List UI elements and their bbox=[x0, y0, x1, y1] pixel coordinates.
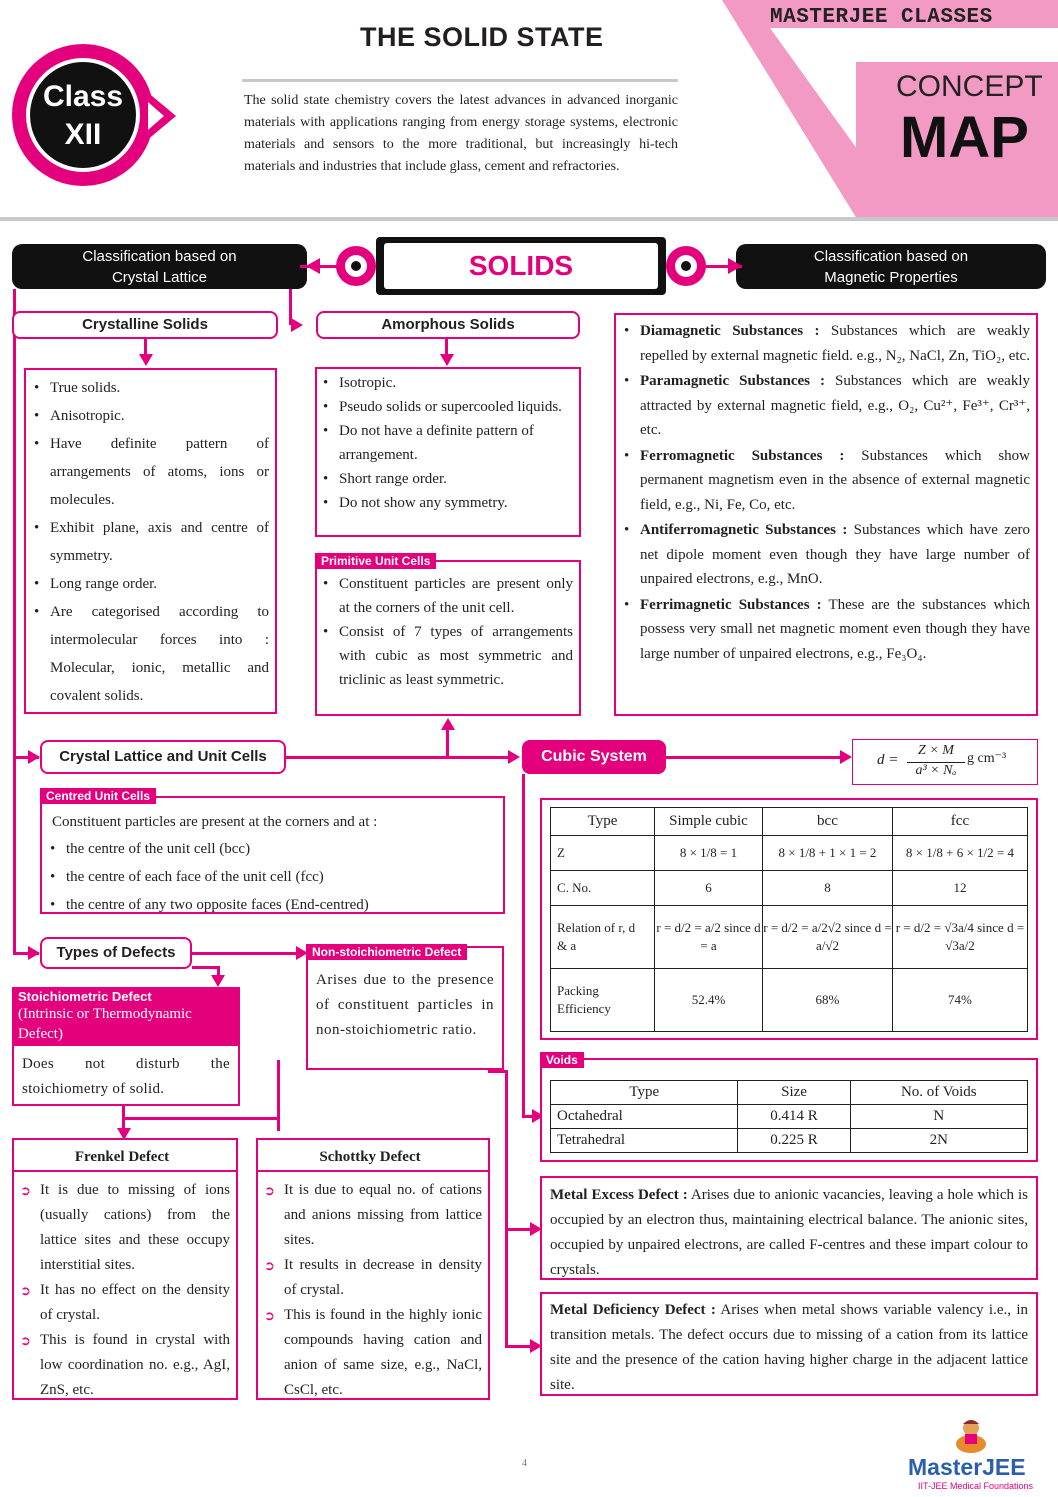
logo-mascot-icon bbox=[954, 1414, 988, 1454]
page-title: THE SOLID STATE bbox=[360, 22, 604, 52]
defects-heading: Types of Defects bbox=[40, 937, 192, 969]
magnetic-item bbox=[618, 319, 1030, 368]
class-badge-inner bbox=[26, 58, 140, 172]
metal-deficiency-body: Arises when metal shows variable valency i.e., in transition metals. The defect occurs due to missing of a cation from its lattice site and the presence of the cation having higher charge in the adjacent lattice site. bbox=[550, 1302, 1028, 1393]
magnetic-text: Substances which are weakly attracted by external magnetic field, e.g., O₂, Cu²⁺, Fe³⁺, Cr³⁺, etc. bbox=[640, 373, 1030, 438]
footer-tagline: IIT-JEE Medical Foundations bbox=[918, 1481, 1034, 1491]
cubic-table-cell: r = d/2 = a/2√2 since d = a/√2 bbox=[763, 906, 893, 969]
formula-numerator: Z × M bbox=[918, 743, 954, 758]
magnetic-classification-bar: Classification based on Magnetic Properties bbox=[736, 244, 1046, 289]
page-number: 4 bbox=[522, 1458, 527, 1469]
magnetic-box bbox=[614, 313, 1038, 716]
nonstoich-box bbox=[306, 946, 504, 1070]
nonstoich-spine bbox=[505, 1070, 508, 1348]
connector-solids-left-arrow bbox=[306, 258, 320, 274]
magnetic-item bbox=[618, 444, 1030, 518]
cubic-table-header: Simple cubic bbox=[654, 808, 762, 836]
crystalline-item: • Exhibit plane, axis and centre of symmetry. bbox=[28, 514, 269, 570]
crystalline-item: • True solids. bbox=[28, 374, 269, 402]
class-label: Class bbox=[42, 80, 124, 113]
lattice-heading: Crystal Lattice and Unit Cells bbox=[40, 740, 286, 774]
centred-item: • the centre of any two opposite faces (End-centred) bbox=[44, 891, 497, 919]
formula-denominator: a³ × Nₐ bbox=[915, 763, 957, 778]
concept-label: CONCEPT bbox=[896, 70, 1043, 103]
stoich-tag: Stoichiometric Defect bbox=[18, 989, 152, 1004]
intro-text: The solid state chemistry covers the latest advances in advanced inorganic materials with applications ranging from energy storage systems, electronic materials and sensors to the more traditional, but increasingly hi-tech materials and industries that include glass, cement and refractories. bbox=[244, 93, 678, 174]
stoich-box bbox=[12, 1046, 240, 1106]
cubic-table-cell: Relation of r, d & a bbox=[551, 906, 655, 969]
cubic-table-cell: 74% bbox=[892, 969, 1027, 1032]
metal-excess-box bbox=[540, 1176, 1038, 1280]
arrow-to-lattice bbox=[28, 750, 40, 764]
cubic-table-cell: 6 bbox=[654, 870, 762, 905]
arrow-to-cubic bbox=[508, 750, 520, 764]
schottky-item: ➲ This is found in the highly ionic compounds having cation and anion of same size, e.g., NaCl, CsCl, etc. bbox=[258, 1303, 482, 1403]
cubic-table-box bbox=[540, 798, 1038, 1040]
arrow-to-stoich bbox=[211, 975, 225, 987]
centred-intro: Constituent particles are present at the corners and at : bbox=[52, 814, 378, 830]
magnetic-term: Ferrimagnetic Substances : bbox=[640, 596, 822, 613]
nonstoich-join bbox=[488, 1070, 508, 1073]
crystalline-list bbox=[28, 374, 269, 710]
centred-item: • the centre of the unit cell (bcc) bbox=[44, 835, 497, 863]
magnetic-item bbox=[618, 369, 1030, 443]
cubic-table-cell: r = d/2 = √3a/4 since d = √3a/2 bbox=[892, 906, 1027, 969]
nonstoich-tag: Non-stoichiometric Defect bbox=[306, 944, 467, 960]
metal-deficiency-text bbox=[550, 1298, 1028, 1398]
footer-logo: MasterJEE bbox=[908, 1454, 1026, 1480]
cubic-table-cell: 8 × 1/8 + 1 × 1 = 2 bbox=[763, 835, 893, 870]
voids-table-header: No. of Voids bbox=[850, 1081, 1027, 1105]
defects-to-stoich-h bbox=[192, 966, 220, 969]
cubic-table-cell: Packing Efficiency bbox=[551, 969, 655, 1032]
schottky-box bbox=[256, 1138, 490, 1400]
metal-excess-text bbox=[550, 1183, 1028, 1283]
voids-table-cell: N bbox=[850, 1105, 1027, 1129]
cubic-heading: Cubic System bbox=[522, 740, 666, 774]
cubic-table bbox=[550, 807, 1028, 1032]
lattice-to-primitive-stem bbox=[446, 728, 449, 758]
cubic-table-header: Type bbox=[551, 808, 655, 836]
voids-table-cell: 0.414 R bbox=[738, 1105, 850, 1129]
table-row bbox=[551, 906, 1028, 969]
voids-tag: Voids bbox=[540, 1052, 584, 1068]
frenkel-item: ➲ It has no effect on the density of crystal. bbox=[14, 1278, 230, 1328]
crystalline-item: • Have definite pattern of arrangements of atoms, ions or molecules. bbox=[28, 430, 269, 514]
magnetic-text: Substances which have zero net dipole moment even though they have large number of unpaired electrons, e.g., MnO. bbox=[640, 522, 1031, 587]
crystalline-heading: Crystalline Solids bbox=[12, 311, 278, 339]
voids-table-cell: Octahedral bbox=[551, 1105, 738, 1129]
nonstoich-text: Arises due to the presence of constituent particles in non-stoichiometric ratio. bbox=[316, 972, 494, 1038]
amorphous-item: • Isotropic. bbox=[317, 371, 573, 395]
frenkel-rule bbox=[14, 1170, 236, 1172]
cubic-table-cell: 8 bbox=[763, 870, 893, 905]
primitive-item: • Constituent particles are present only at the corners of the unit cell. bbox=[317, 572, 573, 620]
primitive-box bbox=[315, 560, 581, 716]
table-row bbox=[551, 835, 1028, 870]
frenkel-list bbox=[14, 1178, 230, 1403]
voids-table bbox=[550, 1080, 1028, 1153]
arrow-to-primitive bbox=[441, 718, 455, 730]
frenkel-item: ➲ This is found in crystal with low coordination no. e.g., AgI, ZnS, etc. bbox=[14, 1328, 230, 1403]
schottky-heading: Schottky Defect bbox=[319, 1149, 421, 1165]
amorphous-heading: Amorphous Solids bbox=[316, 311, 580, 339]
amorphous-item: • Do not show any symmetry. bbox=[317, 491, 573, 515]
schottky-rule bbox=[258, 1170, 488, 1172]
cubic-table-cell: 8 × 1/8 + 6 × 1/2 = 4 bbox=[892, 835, 1027, 870]
stoich-text: Does not disturb the stoichiometry of solid. bbox=[22, 1056, 230, 1097]
class-number: XII bbox=[64, 118, 102, 151]
header-divider bbox=[0, 217, 1058, 221]
voids-box bbox=[540, 1058, 1038, 1162]
arrow-to-formula bbox=[840, 750, 852, 764]
frenkel-box bbox=[12, 1138, 238, 1400]
amorphous-item: • Short range order. bbox=[317, 467, 573, 491]
centred-list bbox=[44, 835, 497, 919]
metal-deficiency-box bbox=[540, 1292, 1038, 1396]
cubic-table-cell: 12 bbox=[892, 870, 1027, 905]
table-row bbox=[551, 870, 1028, 905]
frenkel-heading: Frenkel Defect bbox=[74, 1149, 170, 1165]
cubic-table-cell: 8 × 1/8 = 1 bbox=[654, 835, 762, 870]
table-row bbox=[551, 969, 1028, 1032]
crystalline-arrow bbox=[139, 354, 153, 366]
crystalline-item: • Anisotropic. bbox=[28, 402, 269, 430]
magnetic-term: Antiferromagnetic Substances : bbox=[640, 522, 848, 538]
stoich-header bbox=[12, 987, 240, 1047]
magnetic-item bbox=[618, 593, 1030, 667]
magnetic-term: Diamagnetic Substances : bbox=[640, 323, 820, 339]
amorphous-item: • Pseudo solids or supercooled liquids. bbox=[317, 395, 573, 419]
solids-left-eye-dot bbox=[351, 261, 361, 271]
nonstoich-to-schottky bbox=[277, 1060, 280, 1120]
magnetic-text: Substances which show permanent magnetism even in the absence of external magnetic field, e.g., Ni, Fe, Co, etc. bbox=[640, 447, 1031, 513]
cubic-table-cell: 68% bbox=[763, 969, 893, 1032]
centred-item: • the centre of each face of the unit cell (fcc) bbox=[44, 863, 497, 891]
voids-table-header: Size bbox=[738, 1081, 850, 1105]
cubic-table-header: fcc bbox=[892, 808, 1027, 836]
arrow-to-defects bbox=[28, 946, 40, 960]
metal-deficiency-term: Metal Deficiency Defect : bbox=[550, 1302, 716, 1318]
arrow-to-amorphous bbox=[291, 318, 303, 332]
magnetic-list bbox=[618, 319, 1030, 666]
magnetic-text: Substances which are weakly repelled by external magnetic field. e.g., N₂, NaCl, Zn, TiO₂, etc. bbox=[640, 323, 1031, 364]
table-row bbox=[551, 1105, 1028, 1129]
voids-table-cell: Tetrahedral bbox=[551, 1129, 738, 1153]
map-label: MAP bbox=[900, 105, 1029, 170]
table-row bbox=[551, 1129, 1028, 1153]
defects-to-nonstoich bbox=[192, 952, 302, 955]
density-formula-box bbox=[852, 739, 1038, 785]
magnetic-term: Paramagnetic Substances : bbox=[640, 373, 826, 389]
amorphous-item: • Do not have a definite pattern of arrangement. bbox=[317, 419, 573, 467]
cubic-table-cell: Z bbox=[551, 835, 655, 870]
crystal-lattice-classification-bar: Classification based on Crystal Lattice bbox=[12, 244, 307, 289]
schottky-list bbox=[258, 1178, 482, 1403]
crystalline-box bbox=[24, 368, 277, 714]
schottky-item: ➲ It results in decrease in density of crystal. bbox=[258, 1253, 482, 1303]
brand-name: MASTERJEE CLASSES bbox=[770, 6, 993, 29]
cubic-spine bbox=[522, 774, 525, 1118]
cubic-table-cell: C. No. bbox=[551, 870, 655, 905]
crystalline-item: • Long range order. bbox=[28, 570, 269, 598]
magnetic-item bbox=[618, 518, 1030, 592]
cubic-table-header: bcc bbox=[763, 808, 893, 836]
amorphous-arrow bbox=[440, 354, 454, 366]
formula-lhs: d = bbox=[877, 752, 899, 768]
title-rule bbox=[242, 79, 678, 82]
lattice-to-cubic bbox=[286, 756, 512, 759]
metal-excess-body: Arises due to anionic vacancies, leaving a hole which is occupied by an electron thus, maintaining electrical balance. The anionic sites, occupied by unpaired electrons, are called F-centres and these impart colour to crystals. bbox=[550, 1187, 1028, 1278]
solids-right-eye-dot bbox=[681, 261, 691, 271]
voids-table-cell: 0.225 R bbox=[738, 1129, 850, 1153]
primitive-item: • Consist of 7 types of arrangements with cubic as most symmetric and triclinic as least symmetric. bbox=[317, 620, 573, 692]
connector-solids-right-arrow bbox=[728, 258, 742, 274]
voids-table-cell: 2N bbox=[850, 1129, 1027, 1153]
amorphous-box bbox=[315, 367, 581, 537]
schottky-item: ➲ It is due to equal no. of cations and anions missing from lattice sites. bbox=[258, 1178, 482, 1253]
primitive-list bbox=[317, 572, 573, 692]
class-badge-pointer-inner bbox=[148, 102, 164, 130]
magnetic-text: These are the substances which possess very small net magnetic moment even though they have large number of unpaired electrons, e.g., Fe₃O₄. bbox=[640, 596, 1031, 662]
metal-excess-term: Metal Excess Defect : bbox=[550, 1187, 688, 1203]
crystalline-item: • Are categorised according to intermolecular forces into : Molecular, ionic, metallic and covalent solids. bbox=[28, 598, 269, 710]
stoich-sub: (Intrinsic or Thermodynamic Defect) bbox=[18, 1006, 192, 1042]
amorphous-list bbox=[317, 371, 573, 515]
formula-unit: g cm⁻³ bbox=[967, 751, 1007, 766]
frenkel-item: ➲ It is due to missing of ions (usually cations) from the lattice sites and these occupy interstitial sites. bbox=[14, 1178, 230, 1278]
stoich-branch bbox=[122, 1117, 280, 1120]
cubic-table-cell: 52.4% bbox=[654, 969, 762, 1032]
voids-table-header: Type bbox=[551, 1081, 738, 1105]
centred-box bbox=[40, 796, 505, 914]
primitive-tag: Primitive Unit Cells bbox=[315, 553, 436, 569]
cubic-to-formula bbox=[666, 756, 846, 759]
cubic-table-cell: r = d/2 = a/2 since d = a bbox=[654, 906, 762, 969]
centred-tag: Centred Unit Cells bbox=[40, 788, 156, 804]
magnetic-term: Ferromagnetic Substances : bbox=[640, 447, 845, 464]
solids-label: SOLIDS bbox=[384, 243, 658, 289]
left-spine bbox=[13, 289, 16, 955]
